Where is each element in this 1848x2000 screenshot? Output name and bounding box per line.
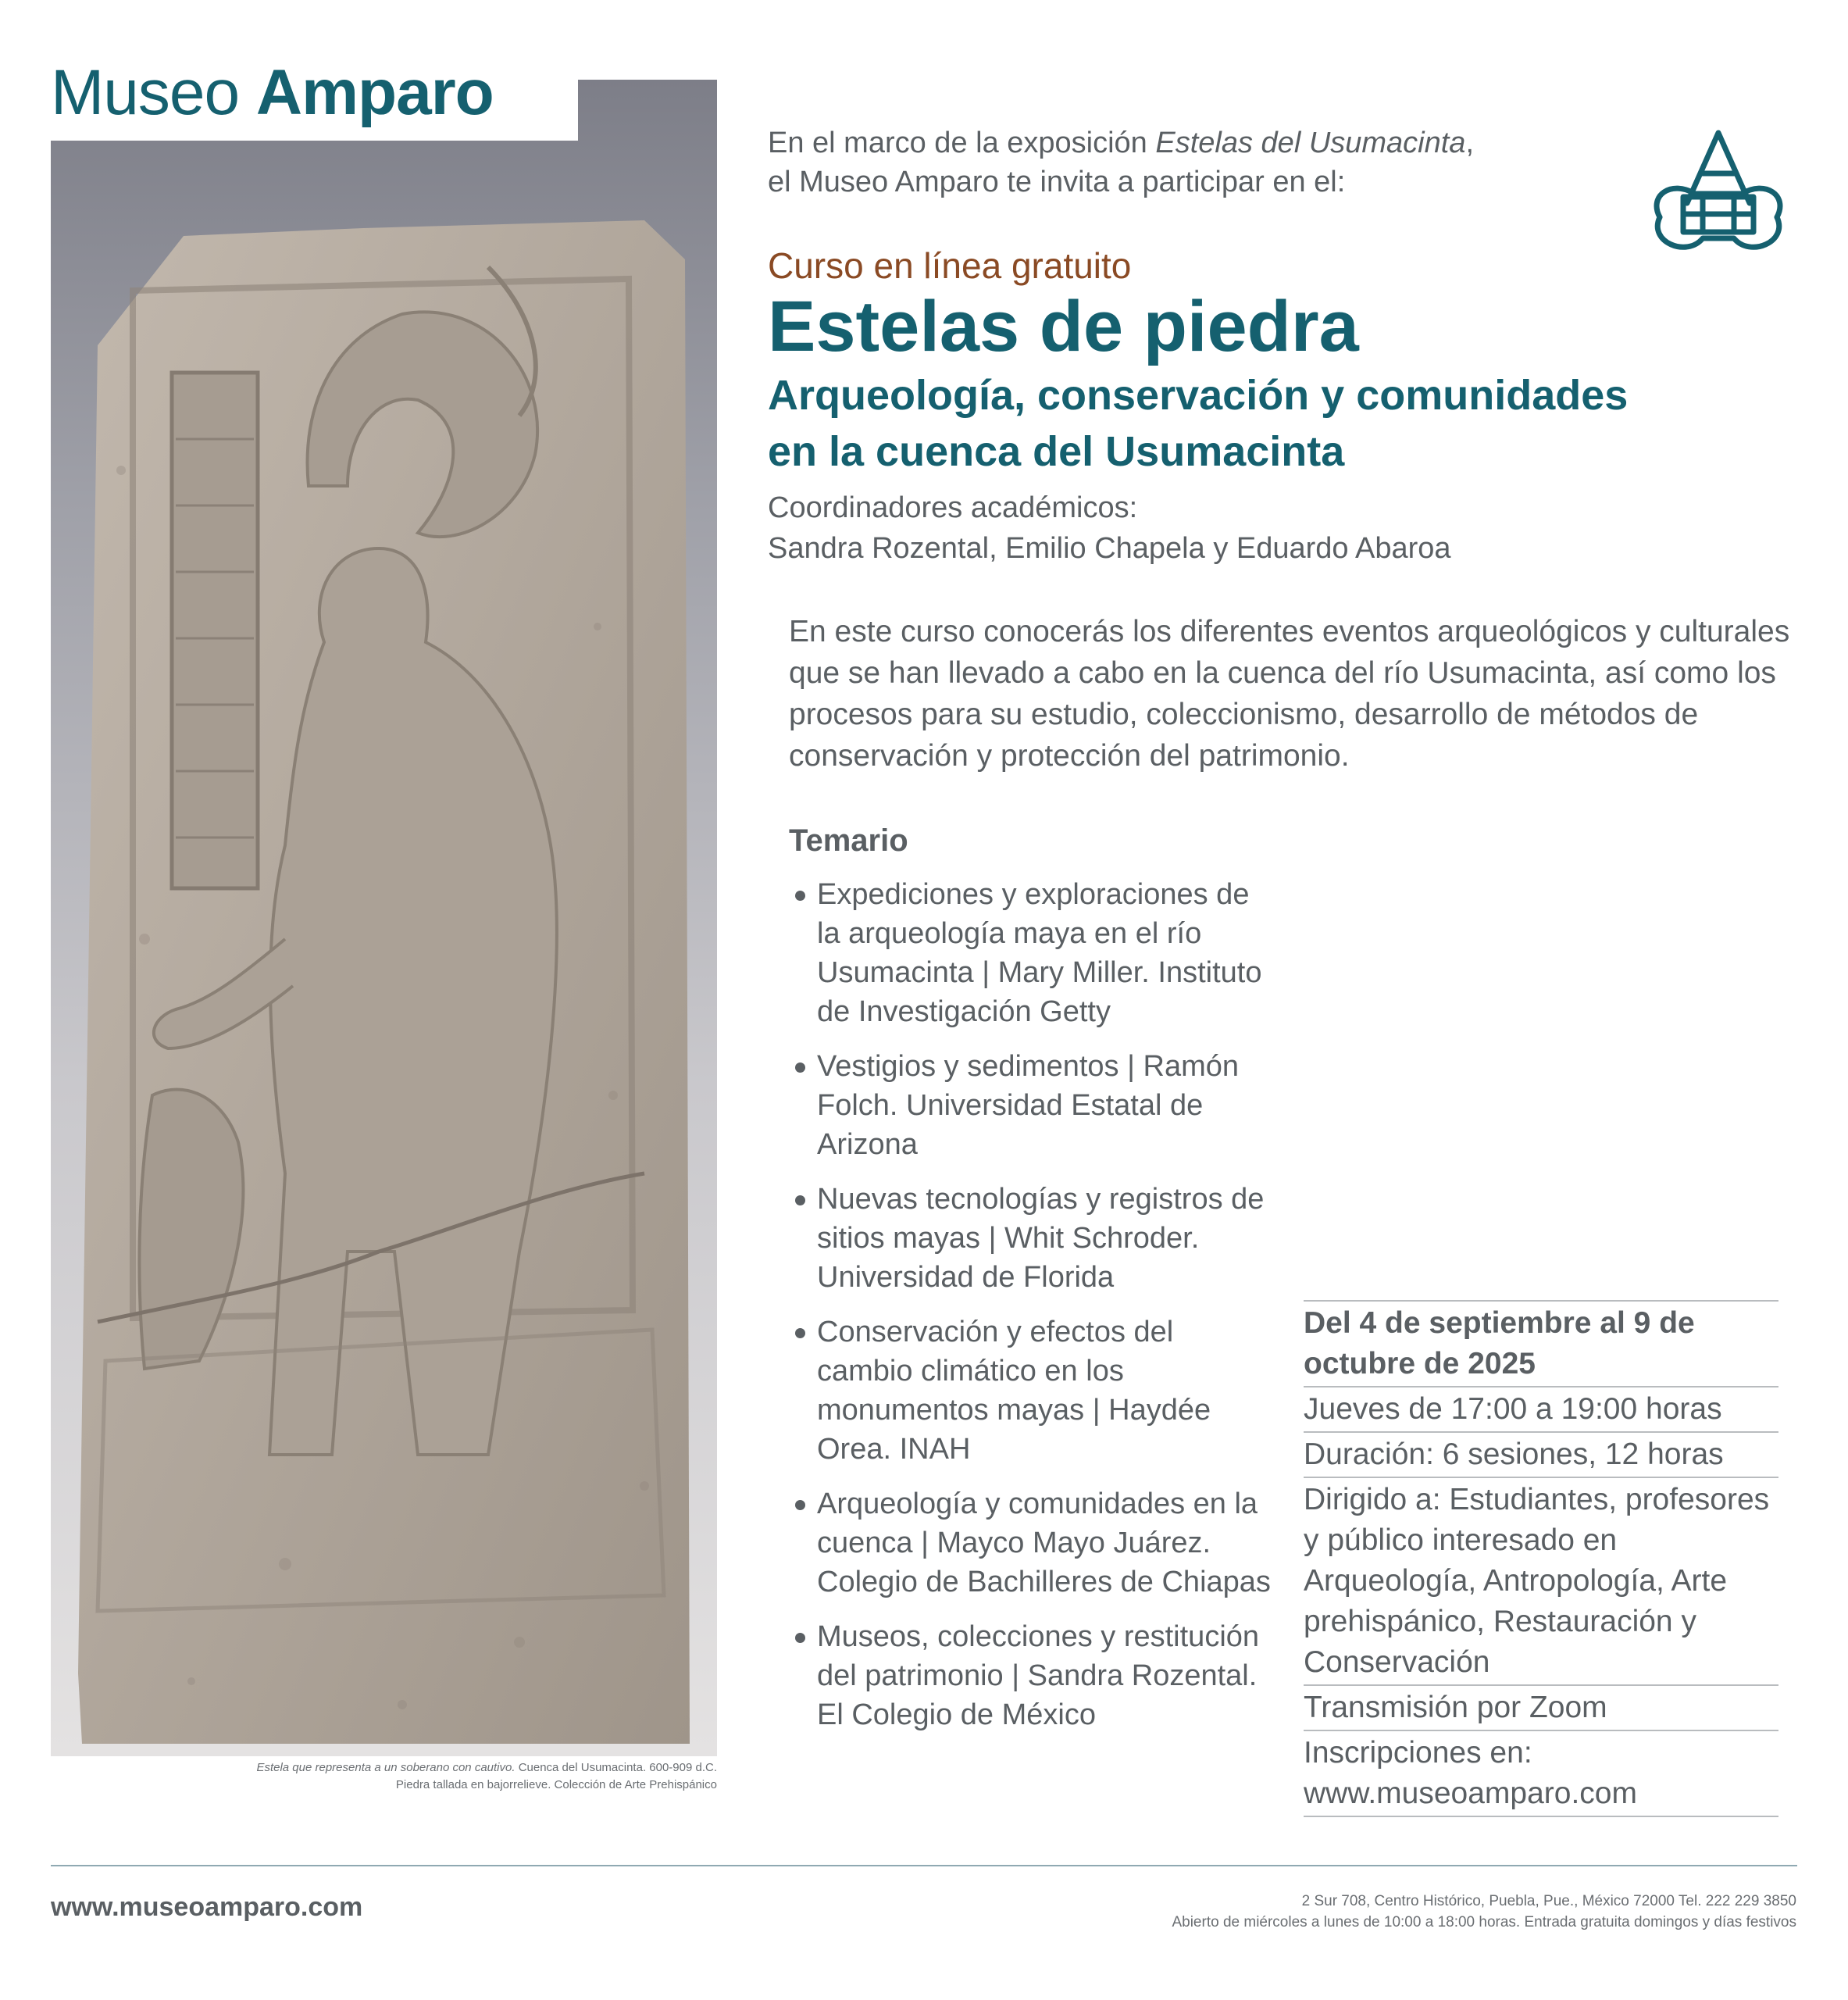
intro-pre: En el marco de la exposición xyxy=(768,127,1156,159)
subtitle-line-2: en la cuenca del Usumacinta xyxy=(768,428,1345,475)
subtitle-line-1: Arqueología, conservación y comunidades xyxy=(768,372,1629,419)
temario-item-text: Conservación y efectos del cambio climático en los monumentos mayas | Haydée Orea. INAH xyxy=(817,1316,1211,1466)
course-kicker: Curso en línea gratuito xyxy=(768,245,1132,286)
temario-item-text: Arqueología y comunidades en la cuenca | Mayco Mayo Juárez. Colegio de Bachilleres de Chiapas xyxy=(817,1488,1271,1598)
bullet-icon xyxy=(795,1195,805,1205)
photo-caption xyxy=(156,1759,717,1794)
museo-amparo-wordmark xyxy=(51,57,494,128)
footer-address-line: 2 Sur 708, Centro Histórico, Puebla, Pue., México 72000 Tel. 222 229 3850 xyxy=(1301,1893,1796,1909)
bullet-icon xyxy=(795,1500,805,1510)
course-subtitle xyxy=(768,367,1814,480)
temario-item-text: Vestigios y sedimentos | Ramón Folch. Universidad Estatal de Arizona xyxy=(817,1050,1240,1161)
brand-bold: Amparo xyxy=(255,57,494,128)
course-schedule: Jueves de 17:00 a 19:00 horas xyxy=(1304,1386,1778,1431)
temario-list xyxy=(789,875,1273,1750)
intro-post: , xyxy=(1465,127,1475,159)
intro-line2: el Museo Amparo te invita a participar en el: xyxy=(768,166,1346,198)
bullet-icon xyxy=(795,891,805,901)
course-audience: Dirigido a: Estudiantes, profesores y público interesado en Arqueología, Antropología, Arte prehispánico, Restauración y Conservación xyxy=(1304,1477,1778,1684)
exhibition-name: Estelas del Usumacinta xyxy=(1155,127,1466,159)
registration-link[interactable]: www.museoamparo.com xyxy=(1304,1777,1637,1810)
temario-item-text: Expediciones y exploraciones de la arqueología maya en el río Usumacinta | Mary Miller. Instituto de Investigación Getty xyxy=(817,878,1262,1028)
course-title: Estelas de piedra xyxy=(768,287,1359,366)
temario-item xyxy=(789,1617,1273,1734)
coordinators-names: Sandra Rozental, Emilio Chapela y Eduardo Abaroa xyxy=(768,532,1451,565)
caption-title: Estela que representa a un soberano con cautivo. xyxy=(256,1761,516,1774)
course-dates: Del 4 de septiembre al 9 de octubre de 2025 xyxy=(1304,1300,1778,1386)
bullet-icon xyxy=(795,1633,805,1643)
intro-text xyxy=(768,123,1627,202)
temario-item xyxy=(789,1180,1273,1297)
footer-website-link[interactable]: www.museoamparo.com xyxy=(51,1892,363,1922)
stela-photo xyxy=(51,80,717,1756)
stela-illustration xyxy=(51,80,717,1756)
footer-hours-line: Abierto de miércoles a lunes de 10:00 a 18:00 horas. Entrada gratuita domingos y días festivos xyxy=(1172,1914,1796,1930)
footer-address xyxy=(781,1891,1796,1933)
temario-item-text: Museos, colecciones y restitución del patrimonio | Sandra Rozental. El Colegio de México xyxy=(817,1620,1260,1731)
caption-origin: Cuenca del Usumacinta. 600-909 d.C. xyxy=(518,1761,717,1774)
caption-material: Piedra tallada en bajorrelieve. Colección de Arte Prehispánico xyxy=(395,1778,717,1791)
temario-item xyxy=(789,1484,1273,1602)
temario-item xyxy=(789,1047,1273,1164)
course-transmission: Transmisión por Zoom xyxy=(1304,1684,1778,1730)
registration-label: Inscripciones en: xyxy=(1304,1736,1532,1770)
brand-light: Museo xyxy=(51,57,240,128)
footer-divider xyxy=(51,1865,1797,1866)
course-description: En este curso conocerás los diferentes eventos arqueológicos y culturales que se han llevado a cabo en la cuenca del río Usumacinta, así como los procesos para su estudio, coleccionismo, desarrollo de métodos de conservación y protección del patrimonio. xyxy=(789,615,1790,773)
temario-item-text: Nuevas tecnologías y registros de sitios mayas | Whit Schroder. Universidad de Florida xyxy=(817,1183,1265,1294)
temario-heading: Temario xyxy=(789,823,908,858)
bullet-icon xyxy=(795,1062,805,1073)
course-info-box xyxy=(1304,1300,1778,1817)
coordinators-label: Coordinadores académicos: xyxy=(768,491,1138,524)
bullet-icon xyxy=(795,1328,805,1338)
museo-amparo-logo-icon xyxy=(1640,125,1796,266)
course-duration: Duración: 6 sesiones, 12 horas xyxy=(1304,1431,1778,1477)
temario-item xyxy=(789,1312,1273,1469)
course-registration xyxy=(1304,1730,1778,1817)
academic-coordinators xyxy=(768,488,1783,569)
temario-item xyxy=(789,875,1273,1031)
